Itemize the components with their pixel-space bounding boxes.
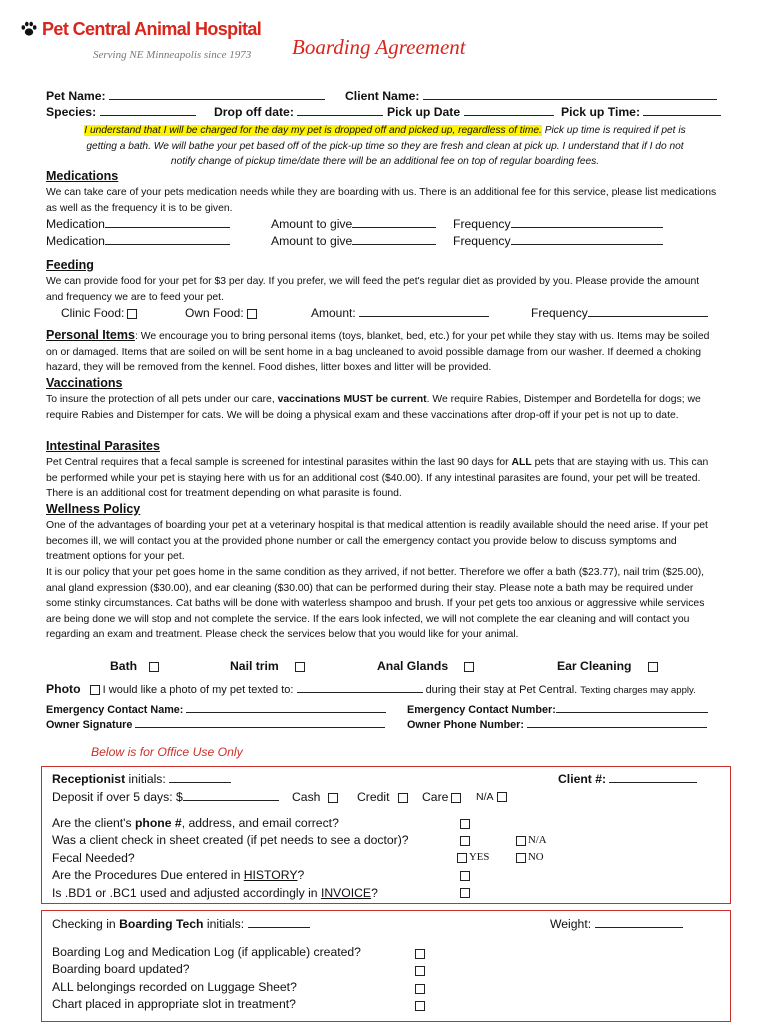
- emergency-name-field[interactable]: [186, 712, 386, 713]
- service-ear-cleaning-label: Ear Cleaning: [557, 659, 632, 673]
- food-frequency-field[interactable]: [588, 316, 708, 317]
- care-checkbox[interactable]: [451, 793, 461, 803]
- frequency-row-2: [453, 234, 663, 248]
- deposit-row: [52, 790, 279, 804]
- fecal-yes-checkbox[interactable]: [457, 853, 467, 863]
- client-name-label: Client Name:: [345, 89, 420, 103]
- question-phone: [52, 816, 339, 830]
- client-number-label: Client #:: [558, 772, 607, 786]
- question-fecal: Fecal Needed?: [52, 851, 135, 865]
- question-procedures-history: HISTORY: [243, 868, 298, 882]
- receptionist-row: [52, 772, 231, 786]
- checklist-chart: Chart placed in appropriate slot in treatment?: [52, 997, 296, 1011]
- checkin-boarding-tech: Boarding Tech: [119, 917, 204, 931]
- credit-checkbox[interactable]: [398, 793, 408, 803]
- belongings-checkbox[interactable]: [415, 984, 425, 994]
- food-frequency-row: [531, 306, 708, 320]
- clinic-name: Pet Central Animal Hospital: [42, 19, 262, 39]
- check-in-sheet-na-checkbox[interactable]: [516, 836, 526, 846]
- anal-glands-checkbox[interactable]: [464, 662, 474, 672]
- payment-na-label: N/A: [476, 791, 494, 803]
- charge-notice-highlight: I understand that I will be charged for the day my pet is dropped off and picked up, regardless of time.: [84, 125, 542, 136]
- vaccinations-text: [46, 392, 718, 423]
- frequency-field-1[interactable]: [511, 227, 663, 228]
- service-anal-glands[interactable]: [377, 659, 474, 673]
- question-invoice: [52, 886, 378, 900]
- question-phone-text-a: Are the client's: [52, 816, 135, 830]
- parasites-text-a: Pet Central requires that a fecal sample is screened for intestinal parasites within the last 90 days for: [46, 457, 512, 468]
- service-bath[interactable]: [110, 659, 159, 673]
- checklist-boarding-board: Boarding board updated?: [52, 962, 190, 976]
- question-check-in-sheet: Was a client check in sheet created (if pet needs to see a doctor)?: [52, 833, 409, 847]
- fecal-no-checkbox[interactable]: [516, 853, 526, 863]
- office-use-label: Below is for Office Use Only: [91, 745, 243, 759]
- checklist-boarding-log: Boarding Log and Medication Log (if applicable) created?: [52, 945, 361, 959]
- owner-phone-field[interactable]: [527, 727, 707, 728]
- photo-text-b: during their stay at Pet Central.: [425, 684, 578, 696]
- credit-label: Credit: [357, 790, 390, 804]
- pickup-time-label: Pick up Time:: [561, 105, 641, 119]
- question-phone-text-b: , address, and email correct?: [181, 816, 339, 830]
- question-procedures-text-a: Are the Procedures Due entered in: [52, 868, 244, 882]
- boarding-tech-initials-field[interactable]: [248, 927, 310, 928]
- food-amount-label: Amount:: [311, 306, 356, 320]
- question-phone-bold: phone #: [134, 816, 182, 830]
- clinic-food-label: Clinic Food:: [61, 306, 125, 320]
- species-field[interactable]: [100, 115, 196, 116]
- food-amount-field[interactable]: [359, 316, 489, 317]
- owner-signature-label: Owner Signature: [46, 719, 133, 731]
- check-in-sheet-na-option[interactable]: [516, 834, 547, 846]
- vaccinations-text-b: . We require Rabies, Distemper and Bordetella for dogs; we require Rabies and Distemper for cats. We will be doing a physical exam and these vaccinations after drop-off if your pet is not up to date.: [46, 394, 701, 421]
- pet-name-label: Pet Name:: [46, 89, 106, 103]
- weight-label: Weight:: [550, 917, 592, 931]
- pickup-date-label: Pick up Date: [387, 105, 461, 119]
- client-number-row: [558, 772, 697, 786]
- care-option[interactable]: [422, 790, 461, 804]
- amount-row-1: [271, 217, 436, 231]
- deposit-field[interactable]: [183, 800, 279, 801]
- service-nail-trim-label: Nail trim: [230, 659, 279, 673]
- photo-checkbox[interactable]: [90, 685, 100, 695]
- care-label: Care: [422, 790, 449, 804]
- personal-items-text: : We encourage you to bring personal items (toys, blanket, bed, etc.) for your pet while they stay with us. Items may be soiled on or damaged. Items that are soiled on will be sent home in a bag uncleaned to avoid possible damage from our washer. If deemed a choking hazard, they will be removed from the kennel. Food dishes, litter boxes and litter will be provided.: [46, 331, 710, 374]
- ear-cleaning-checkbox[interactable]: [648, 662, 658, 672]
- checkin-row: [52, 917, 310, 931]
- amount-row-2: [271, 234, 436, 248]
- fecal-no-option[interactable]: [516, 851, 544, 863]
- pickup-date-field[interactable]: [464, 115, 554, 116]
- question-invoice-text-b: ?: [371, 886, 378, 900]
- check-in-sheet-checkbox[interactable]: [460, 836, 470, 846]
- photo-row: [46, 682, 696, 696]
- client-name-row: [345, 89, 717, 103]
- photo-texting-note: Texting charges may apply.: [580, 685, 696, 696]
- pickup-notice: [48, 123, 722, 170]
- emergency-number-field[interactable]: [556, 712, 708, 713]
- clinic-food-checkbox[interactable]: [127, 309, 137, 319]
- parasites-heading: Intestinal Parasites: [46, 439, 160, 453]
- owner-phone-row: [407, 719, 707, 731]
- wellness-text-2: It is our policy that your pet goes home in the same condition as they arrived, if not better. Therefore we offer a bath ($23.77), nail trim ($25.00), anal gland expression ($30.00), and ear cleaning ($30.00) that can be performed during their stay. Please note a bath may be required under some stinky circumstances. Cat baths will be done with waterless shampoo and brush. If your pet gets too anxious or aggressive while services are being done we will stop and not complete the service. If the ears look infected, we will not complete the ear cleaning and will contact you regarding an exam and treatment. Please check the services below that you would like for your animal.: [46, 567, 705, 641]
- owner-phone-label: Owner Phone Number:: [407, 719, 524, 731]
- receptionist-initials-field[interactable]: [169, 782, 231, 783]
- own-food-checkbox[interactable]: [247, 309, 257, 319]
- check-in-sheet-na-label: N/A: [528, 834, 547, 846]
- own-food-option[interactable]: [185, 306, 257, 320]
- frequency-field-2[interactable]: [511, 244, 663, 245]
- service-bath-label: Bath: [110, 659, 138, 673]
- weight-field[interactable]: [595, 927, 683, 928]
- photo-label: Photo: [46, 682, 81, 696]
- receptionist-label: Receptionist: [52, 772, 126, 786]
- species-label: Species:: [46, 105, 97, 119]
- emergency-number-row: [407, 704, 708, 716]
- amount-field-1[interactable]: [352, 227, 436, 228]
- invoice-checkbox[interactable]: [460, 888, 470, 898]
- boarding-log-checkbox[interactable]: [415, 949, 425, 959]
- question-procedures: [52, 868, 304, 882]
- service-nail-trim[interactable]: [230, 659, 305, 673]
- dropoff-field[interactable]: [297, 115, 383, 116]
- frequency-row-1: [453, 217, 663, 231]
- receptionist-initials-label: initials:: [125, 772, 166, 786]
- cash-label: Cash: [292, 790, 321, 804]
- wellness-text-1: One of the advantages of boarding your pet at a veterinary hospital is that medical attention is readily available should the need arise. If your pet becomes ill, we will contact you at the provided phone number or call the emergency contact you provide below to discuss symptoms and treatment options for your pet.: [46, 520, 708, 563]
- cash-checkbox[interactable]: [328, 793, 338, 803]
- pickup-time-field[interactable]: [643, 115, 721, 116]
- question-procedures-text-b: ?: [297, 868, 305, 882]
- amount-label: Amount to give: [271, 217, 353, 231]
- food-frequency-label: Frequency: [531, 306, 588, 320]
- nail-trim-checkbox[interactable]: [295, 662, 305, 672]
- medications-text: We can take care of your pets medication needs while they are boarding with us. There is an additional fee for this service, please list medications as well as the frequency it is to be given.: [46, 187, 717, 214]
- medication-field-2[interactable]: [105, 244, 230, 245]
- medications-heading: Medications: [46, 169, 119, 183]
- fecal-no-label: NO: [528, 851, 544, 863]
- vaccinations-heading: Vaccinations: [46, 376, 123, 390]
- pickup-notice-text: Pick up time is required if pet is: [541, 125, 686, 136]
- client-number-field[interactable]: [609, 782, 697, 783]
- pet-name-field[interactable]: [109, 99, 325, 100]
- clinic-tagline: Serving NE Minneapolis since 1973: [93, 49, 252, 61]
- frequency-label: Frequency: [453, 234, 511, 248]
- personal-items-heading: Personal Items: [46, 328, 135, 342]
- phone-correct-checkbox[interactable]: [460, 819, 470, 829]
- pickup-date-row: [387, 105, 554, 119]
- bath-checkbox[interactable]: [149, 662, 159, 672]
- emergency-number-label: Emergency Contact Number:: [407, 704, 556, 716]
- medication-label: Medication: [46, 234, 105, 248]
- procedures-checkbox[interactable]: [460, 871, 470, 881]
- checkin-text-a: Checking in: [52, 917, 120, 931]
- species-row: [46, 105, 196, 119]
- pickup-notice-line2: getting a bath. We will bathe your pet based off of the pick-up time so they are fresh and clean at pick up. I understand that if I do not: [86, 140, 684, 152]
- owner-signature-row: [46, 719, 385, 731]
- food-amount-row: [311, 306, 489, 320]
- fecal-yes-label: YES: [469, 851, 490, 863]
- owner-signature-field[interactable]: [135, 727, 385, 728]
- medication-label: Medication: [46, 217, 105, 231]
- credit-option[interactable]: [357, 790, 408, 804]
- feeding-text: We can provide food for your pet for $3 per day. If you prefer, we will feed the pet's regular diet as provided by you. Please provide the amount and frequency we are to feed your pet.: [46, 276, 700, 303]
- photo-phone-field[interactable]: [297, 692, 423, 693]
- feeding-heading: Feeding: [46, 258, 94, 272]
- question-invoice-word: INVOICE: [320, 886, 372, 900]
- wellness-heading: Wellness Policy: [46, 502, 141, 516]
- payment-na-checkbox[interactable]: [497, 792, 507, 802]
- chart-checkbox[interactable]: [415, 1001, 425, 1011]
- medication-row-1: [46, 217, 230, 231]
- checklist-belongings: ALL belongings recorded on Luggage Sheet?: [52, 980, 297, 994]
- emergency-name-row: [46, 704, 386, 716]
- deposit-label: Deposit if over 5 days: $: [52, 790, 183, 804]
- boarding-board-checkbox[interactable]: [415, 966, 425, 976]
- medication-field-1[interactable]: [105, 227, 230, 228]
- vaccinations-requirement: vaccinations MUST be current: [277, 394, 427, 405]
- pickup-notice-line3: notify change of pickup time/date there will be an additional fee on top of regular boarding fees.: [170, 156, 600, 167]
- vaccinations-text-a: To insure the protection of all pets under our care,: [46, 394, 278, 405]
- dropoff-row: [214, 105, 383, 119]
- own-food-label: Own Food:: [185, 306, 244, 320]
- checkin-text-b: initials:: [203, 917, 245, 931]
- pet-name-row: [46, 89, 325, 103]
- service-anal-glands-label: Anal Glands: [377, 659, 449, 673]
- parasites-text: [46, 455, 718, 502]
- weight-row: [550, 917, 683, 931]
- parasites-all: ALL: [511, 457, 532, 468]
- personal-items-paragraph: [46, 328, 718, 376]
- form-title: Boarding Agreement: [292, 35, 466, 59]
- fecal-yes-option[interactable]: [457, 851, 489, 863]
- pickup-time-row: [561, 105, 721, 119]
- emergency-name-label: Emergency Contact Name:: [46, 704, 184, 716]
- paw-icon: [20, 20, 38, 38]
- frequency-label: Frequency: [453, 217, 511, 231]
- client-name-field[interactable]: [423, 99, 717, 100]
- photo-text-a: I would like a photo of my pet texted to:: [102, 684, 294, 696]
- amount-field-2[interactable]: [352, 244, 436, 245]
- dropoff-label: Drop off date:: [214, 105, 294, 119]
- question-invoice-text-a: Is .BD1 or .BC1 used and adjusted accordingly in: [52, 886, 321, 900]
- service-ear-cleaning[interactable]: [557, 659, 658, 673]
- payment-na-option[interactable]: [476, 791, 507, 803]
- medication-row-2: [46, 234, 230, 248]
- clinic-food-option[interactable]: [61, 306, 137, 320]
- parasites-text-b: pets that are staying with us. This can be performed while your pet is staying here with us for an additional cost ($40.00). If any intestinal parasites are found, your pet will be treated. There is an additional cost for treatment depending on what parasite is found.: [46, 457, 709, 500]
- cash-option[interactable]: [292, 790, 338, 804]
- amount-label: Amount to give: [271, 234, 353, 248]
